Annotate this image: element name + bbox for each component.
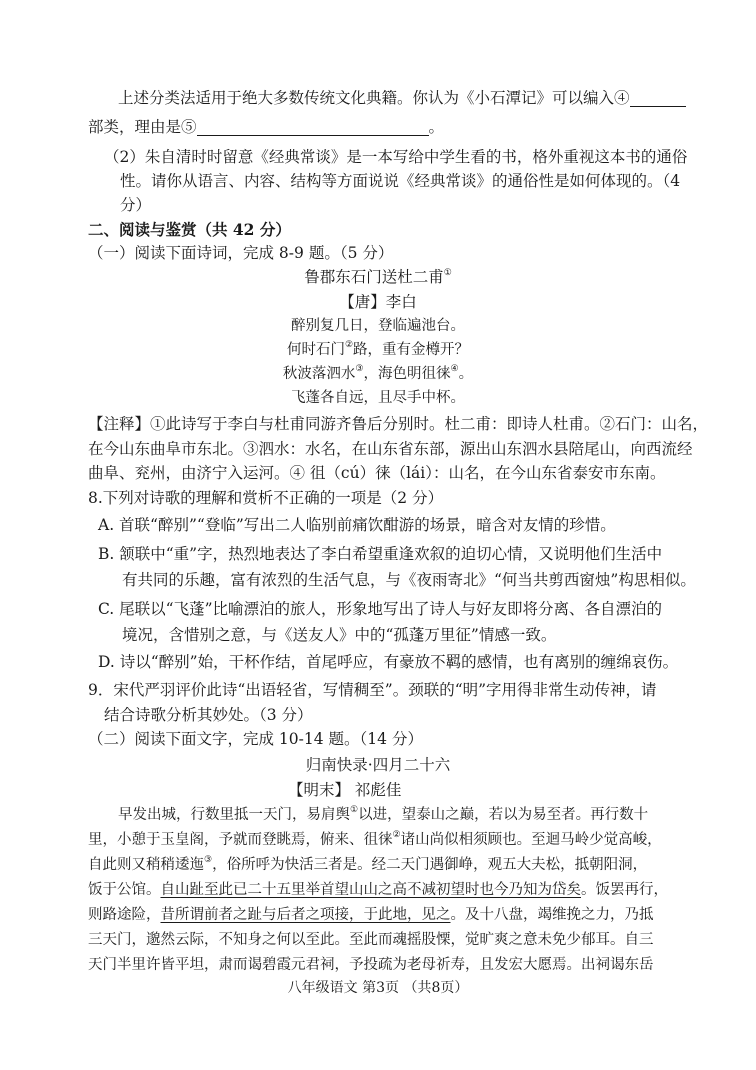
- poem-line-2: 何时石门②路，重有金樽开？: [286, 340, 470, 358]
- q8-option-b-cont: 有共同的乐趣，富有浓烈的生活气息，与《夜雨寄北》“何当共剪西窗烛”构思相似。: [122, 571, 696, 589]
- prose-title: 归南快录·四月二十六: [305, 756, 451, 774]
- q8-stem: 8.下列对诗歌的理解和赏析不正确的一项是（2 分）: [88, 489, 444, 507]
- prose-line-7: 天门半里许皆平坦，肃而谒碧霞元君祠，予投疏为老母祈寿，且发宏大愿焉。出祠谒东岳: [88, 957, 654, 973]
- q7-line2: 部类，理由是⑤ 。: [88, 118, 445, 136]
- prose-line-1: 早发出城，行数里抵一天门，易肩舆①以进，望泰山之巅，若以为易至者。再行数十: [118, 805, 649, 823]
- prose-line-4: 饭于公馆。自山趾至此已二十五里举首望山山之高不减初望时也今乃知为岱矣。饭罢再行，: [88, 882, 668, 898]
- q8-option-c-cont: 境况，含惜别之意，与《送友人》中的“孤蓬万里征”情感一致。: [122, 626, 557, 644]
- q7-sub2-line2: 性。请你从语言、内容、结构等方面说说《经典常谈》的通俗性是如何体现的。（4: [120, 172, 681, 190]
- q8-option-a[interactable]: A. 首联“醉别”“登临”写出二人临别前痛饮酣游的场景，暗含对友情的珍惜。: [98, 516, 616, 534]
- prose-line-5: 则路途险，昔所谓前者之趾与后者之项接，于此地，见之。及十八盘，竭维挽之力，乃抵: [88, 907, 654, 923]
- q7-sub2-line3: 分）: [120, 196, 152, 214]
- answer-blank-5[interactable]: [197, 119, 429, 136]
- notes-line-3: 曲阜、兖州，由济宁入运河。④ 徂（cú）徕（lái）：山名，在今山东省泰安市东南。: [88, 464, 666, 482]
- section-heading: 二、阅读与鉴赏（共 42 分）: [88, 220, 291, 239]
- part1-intro: （一）阅读下面诗词，完成 8-9 题。（5 分）: [88, 244, 394, 262]
- notes-line-2: 在今山东曲阜市东北。③泗水：水名，在山东省东部，源出山东泗水县陪尾山，向西流经: [88, 440, 693, 458]
- poem-title: 鲁郡东石门送杜二甫①: [304, 268, 452, 286]
- notes-line-1: 【注释】①此诗写于李白与杜甫同游齐鲁后分别时。杜二甫：即诗人杜甫。②石门：山名，: [88, 415, 709, 433]
- q7-line1: 上述分类法适用于绝大多数传统文化典籍。你认为《小石潭记》可以编入④: [118, 88, 686, 108]
- part2-intro: （二）阅读下面文字，完成 10-14 题。（14 分）: [88, 730, 423, 748]
- q9-line-2: 结合诗歌分析其妙处。（3 分）: [104, 706, 313, 724]
- page-footer: 八年级语文 第3页 （共8页）: [287, 980, 469, 996]
- poem-line-4: 飞蓬各自远，且尽手中杯。: [291, 390, 465, 406]
- prose-line-2: 里，小憩于玉皇阁，予就而登眺焉，俯来、徂徕②诸山尚似相须顾也。至迴马岭少觉高峻，: [88, 830, 662, 848]
- q8-option-b[interactable]: B. 颔联中“重”字，热烈地表达了李白希望重逢欢叙的迫切心情，又说明他们生活中: [98, 545, 663, 563]
- prose-author: 【明末】 祁彪佳: [288, 781, 402, 799]
- q9-line-1: 9．宋代严羽评价此诗“出语轻省，写情稠至”。颈联的“明”字用得非常生动传神，请: [88, 681, 657, 699]
- prose-line-3: 自此则又稍稍逶迤③，俗所呼为快活三者是。经二天门遇御峥，观五大夫松，抵朝阳洞，: [88, 855, 648, 873]
- underlined-sentence-2: 昔所谓前者之趾与后者之项接，于此地，见之: [160, 907, 451, 923]
- poem-author: 【唐】李白: [339, 293, 417, 311]
- poem-line-1: 醉别复几日，登临遍池台。: [291, 318, 465, 334]
- q7-sub2-line1: （2）朱自清时时留意《经典常谈》是一本写给中学生看的书，格外重视这本书的通俗: [104, 148, 688, 166]
- q8-option-c[interactable]: C. 尾联以“飞蓬”比喻漂泊的旅人，形象地写出了诗人与好友即将分离、各自漂泊的: [98, 600, 663, 618]
- q8-option-d[interactable]: D. 诗以“醉别”始，干杯作结，首尾呼应，有豪放不羁的感情，也有离别的缠绵哀伤。: [98, 653, 679, 671]
- prose-line-6: 三天门，邈然云际，不知身之何以至此。至此而魂摇股慄，觉旷爽之意未免少郁耳。自三: [88, 932, 654, 948]
- poem-line-3: 秋波落泗水③，海色明徂徕④。: [282, 364, 474, 382]
- underlined-sentence-1: 自山趾至此已二十五里举首望山山之高不减初望时也今乃知为岱矣: [160, 882, 581, 898]
- answer-blank-4[interactable]: [630, 90, 686, 107]
